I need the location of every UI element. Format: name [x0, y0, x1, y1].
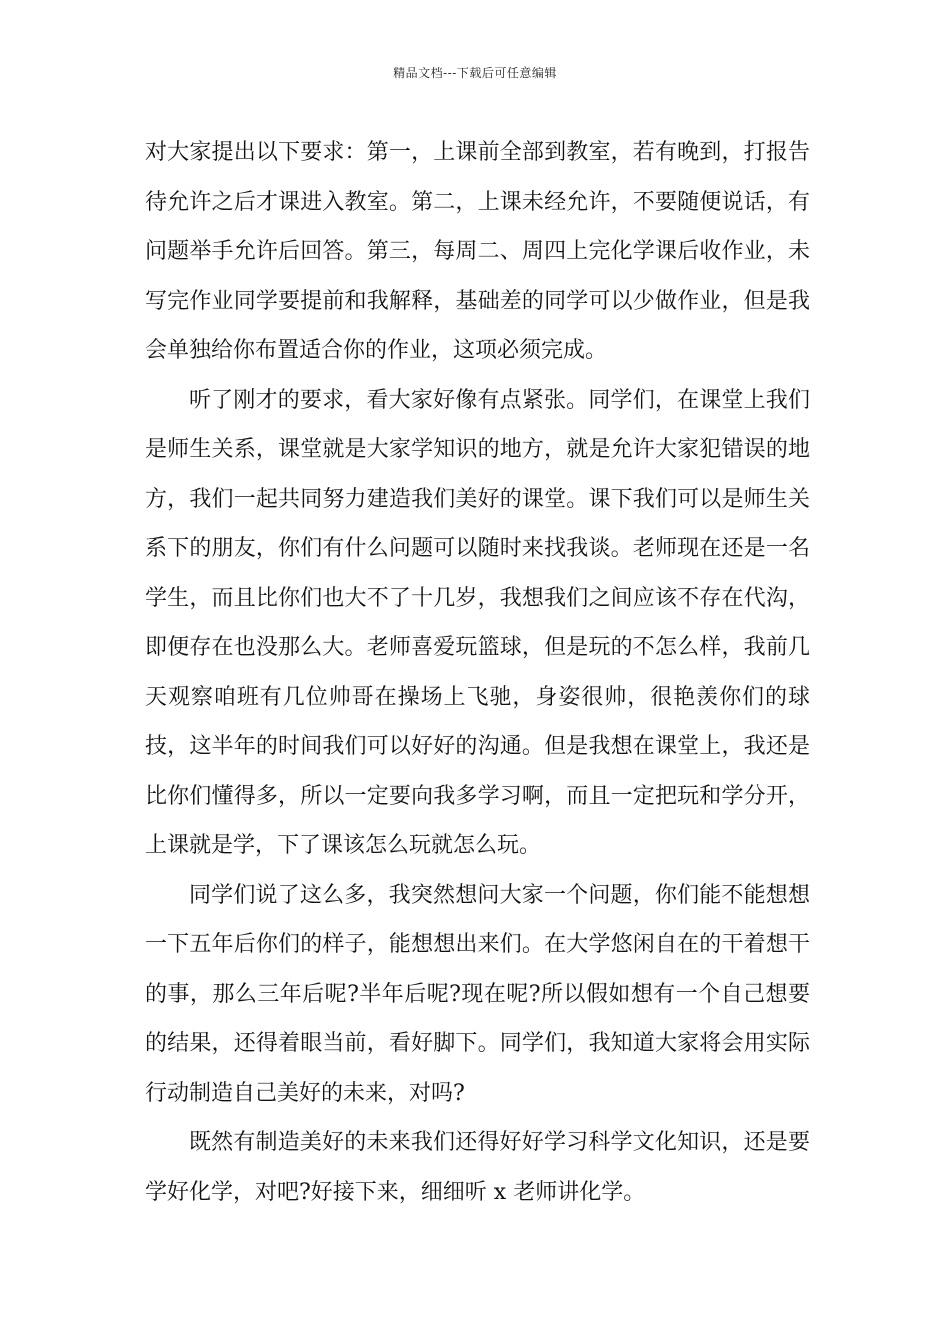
- paragraph-requirements: 对大家提出以下要求：第一，上课前全部到教室，若有晚到，打报告待允许之后才课进入教室。第二，上课未经允许，不要随便说话，有问题举手允许后回答。第三，每周二、周四上完化学课后收作业，未写完作业同学要提前和我解释，基础差的同学可以少做作业，但是我会单独给你布置适合你的作业，这项必须完成。: [145, 140, 810, 363]
- paragraph-conclusion: 既然有制造美好的未来我们还得好好学习科学文化知识，还是要学好化学，对吧?好接下来，细细听 x 老师讲化学。: [145, 1130, 810, 1205]
- document-body: [145, 128, 810, 1217]
- page-header: 精品文档---下载后可任意编辑: [393, 66, 557, 80]
- paragraph-future-question: 同学们说了这么多，我突然想问大家一个问题，你们能不能想想一下五年后你们的样子，能想想出来们。在大学悠闲自在的干着想干的事，那么三年后呢?半年后呢?现在呢?所以假如想有一个自己想要的结果，还得着眼当前，看好脚下。同学们，我知道大家将会用实际行动制造自己美好的未来，对吗?: [145, 882, 810, 1106]
- paragraph-classroom-relationship: 听了刚才的要求，看大家好像有点紧张。同学们，在课堂上我们是师生关系，课堂就是大家学知识的地方，就是允许大家犯错误的地方，我们一起共同努力建造我们美好的课堂。课下我们可以是师生关系下的朋友，你们有什么问题可以随时来找我谈。老师现在还是一名学生，而且比你们也大不了十几岁，我想我们之间应该不存在代沟，即便存在也没那么大。老师喜爱玩篮球，但是玩的不怎么样，我前几天观察咱班有几位帅哥在操场上飞驰，身姿很帅，很艳羡你们的球技，这半年的时间我们可以好好的沟通。但是我想在课堂上，我还是比你们懂得多，所以一定要向我多学习啊，而且一定把玩和学分开，上课就是学，下了课该怎么玩就怎么玩。: [145, 387, 810, 858]
